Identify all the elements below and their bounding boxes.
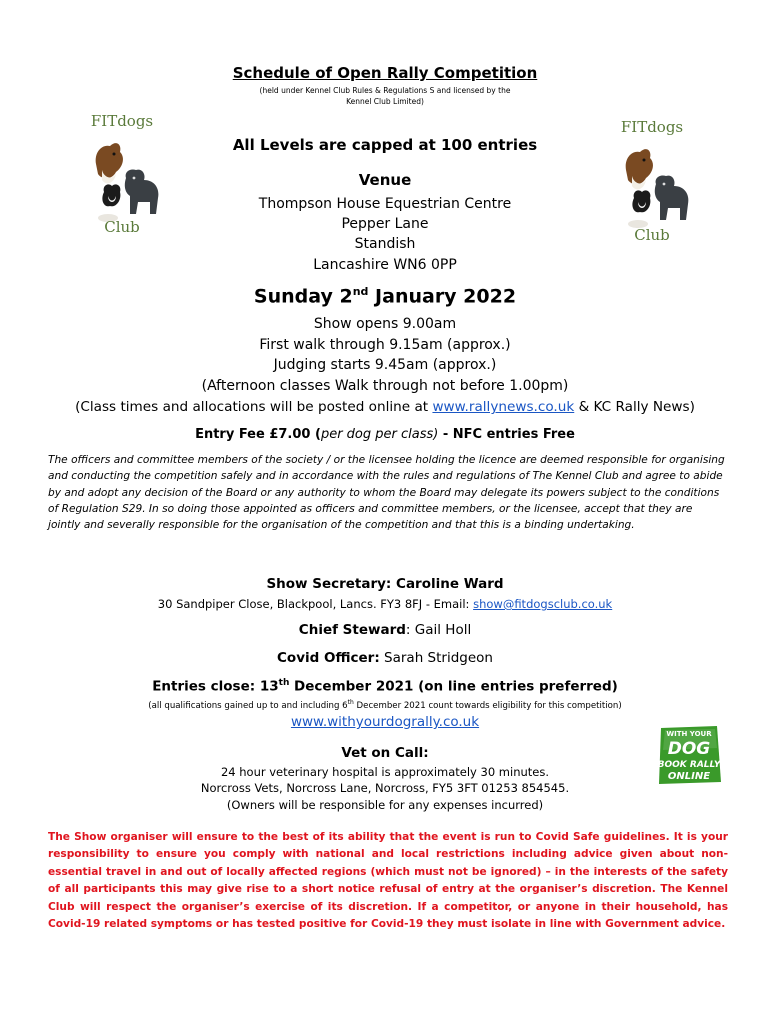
badge-book-text: BOOK RALLY bbox=[657, 760, 721, 770]
covid-notice: The Show organiser will ensure to the best of its ability that the event is run to Covid Safe guidelines. It is your responsibility to ensure you comply with national and local restrictions including advice given about non-essential travel in and out of locally affected regions (which must not be ignored) – in the interests of the safety of all participants this may give rise to a short notice refusal of entry at the organiser’s discretion. The Kennel Club will respect the organiser’s exercise of its discretion. If a competitor, or anyone in their household, has Covid-19 related symptoms or has tested positive for Covid-19 they must isolate in line with Government advice. bbox=[48, 831, 728, 931]
venue-line-1: Thompson House Equestrian Centre bbox=[258, 196, 512, 212]
entry-fee-italic: per dog per class) bbox=[320, 427, 439, 442]
rallynews-link[interactable]: www.rallynews.co.uk bbox=[432, 399, 575, 415]
covid-officer-value: Sarah Stridgeon bbox=[379, 650, 493, 666]
qualification-note-prefix: (all qualifications gained up to and including 6 bbox=[148, 700, 348, 711]
entries-close-sup: th bbox=[278, 678, 290, 688]
event-date-prefix: Sunday 2 bbox=[253, 285, 353, 308]
secretary-address bbox=[0, 597, 770, 611]
secretary-email-link[interactable]: show@fitdogsclub.co.uk bbox=[473, 597, 613, 611]
venue-heading: Venue bbox=[358, 171, 412, 189]
entries-close bbox=[0, 678, 770, 695]
disclaimer-text: The officers and committee members of the society / or the licensee holding the licence are deemed responsible for organising and conducting the competition safely and in accordance with the rules and regulations of The Kennel Club and agree to abide by and adopt any decision of the Board or any authority to whom the Board may delegate its powers subject to the conditions of Regulation S29. In so doing those appointed as officers and committee members, or the licensee, accept that they are jointly and severally responsible for the organisation of the competition and that this is a binding undertaking. bbox=[48, 454, 725, 532]
afternoon-classes: (Afternoon classes Walk through not before 1.00pm) bbox=[201, 378, 569, 394]
badge-online-text: ONLINE bbox=[667, 771, 711, 782]
event-date-rest: January 2022 bbox=[368, 285, 517, 308]
venue-line-2: Pepper Lane bbox=[341, 216, 429, 232]
class-times-prefix: (Class times and allocations will be posted online at bbox=[75, 399, 433, 415]
first-walk: First walk through 9.15am (approx.) bbox=[259, 337, 511, 353]
logo-brand-text: FITdogs bbox=[620, 118, 684, 136]
class-times-suffix: & KC Rally News) bbox=[574, 399, 695, 415]
logo-brand-text: FITdogs bbox=[90, 112, 154, 130]
judging-starts: Judging starts 9.45am (approx.) bbox=[273, 357, 497, 373]
covid-officer-label: Covid Officer: bbox=[277, 650, 380, 666]
page-title: Schedule of Open Rally Competition bbox=[232, 64, 538, 82]
event-date-suffix: nd bbox=[352, 285, 369, 298]
entry-fee-part-1: Entry Fee £7.00 ( bbox=[195, 427, 321, 442]
show-opens: Show opens 9.00am bbox=[313, 316, 457, 332]
capped-entries-heading: All Levels are capped at 100 entries bbox=[232, 136, 538, 154]
qualification-note bbox=[0, 699, 770, 711]
entries-close-prefix: Entries close: 13 bbox=[152, 678, 279, 695]
venue-line-3: Standish bbox=[354, 236, 416, 252]
vet-heading: Vet on Call: bbox=[341, 745, 429, 761]
vet-line-2: Norcross Vets, Norcross Lane, Norcross, FY5 3FT 01253 854545. bbox=[200, 781, 570, 795]
entry-fee-part-2: - NFC entries Free bbox=[438, 427, 575, 442]
badge-top-text: WITH YOUR bbox=[666, 730, 712, 738]
qualification-note-rest: December 2021 count towards eligibility for this competition) bbox=[353, 700, 622, 711]
withyourdogrally-link[interactable]: www.withyourdogrally.co.uk bbox=[290, 714, 480, 730]
show-secretary-heading: Show Secretary: Caroline Ward bbox=[266, 576, 504, 592]
entry-fee bbox=[0, 427, 770, 442]
vet-line-1: 24 hour veterinary hospital is approximately 30 minutes. bbox=[220, 765, 550, 779]
event-date bbox=[0, 285, 770, 307]
venue-line-4: Lancashire WN6 0PP bbox=[313, 257, 457, 273]
logo-club-text: Club bbox=[104, 218, 140, 236]
badge-dog-text: DOG bbox=[667, 739, 711, 759]
logo-club-text: Club bbox=[634, 226, 670, 244]
book-rally-online-badge bbox=[651, 722, 727, 788]
subtitle-line-1: (held under Kennel Club Rules & Regulations S and licensed by the bbox=[259, 86, 511, 95]
secretary-address-text: 30 Sandpiper Close, Blackpool, Lancs. FY3 8FJ - Email: bbox=[157, 597, 474, 611]
chief-steward bbox=[0, 622, 770, 638]
chief-steward-value: : Gail Holl bbox=[405, 622, 472, 638]
covid-officer bbox=[0, 650, 770, 666]
entries-close-rest: December 2021 (on line entries preferred) bbox=[289, 678, 618, 695]
book-rally-online-icon bbox=[651, 722, 727, 788]
qualification-note-sup: th bbox=[347, 699, 354, 706]
class-times-note bbox=[0, 397, 770, 418]
chief-steward-label: Chief Steward bbox=[298, 622, 406, 638]
subtitle-line-2: Kennel Club Limited) bbox=[346, 97, 424, 106]
vet-line-3: (Owners will be responsible for any expenses incurred) bbox=[226, 798, 544, 812]
